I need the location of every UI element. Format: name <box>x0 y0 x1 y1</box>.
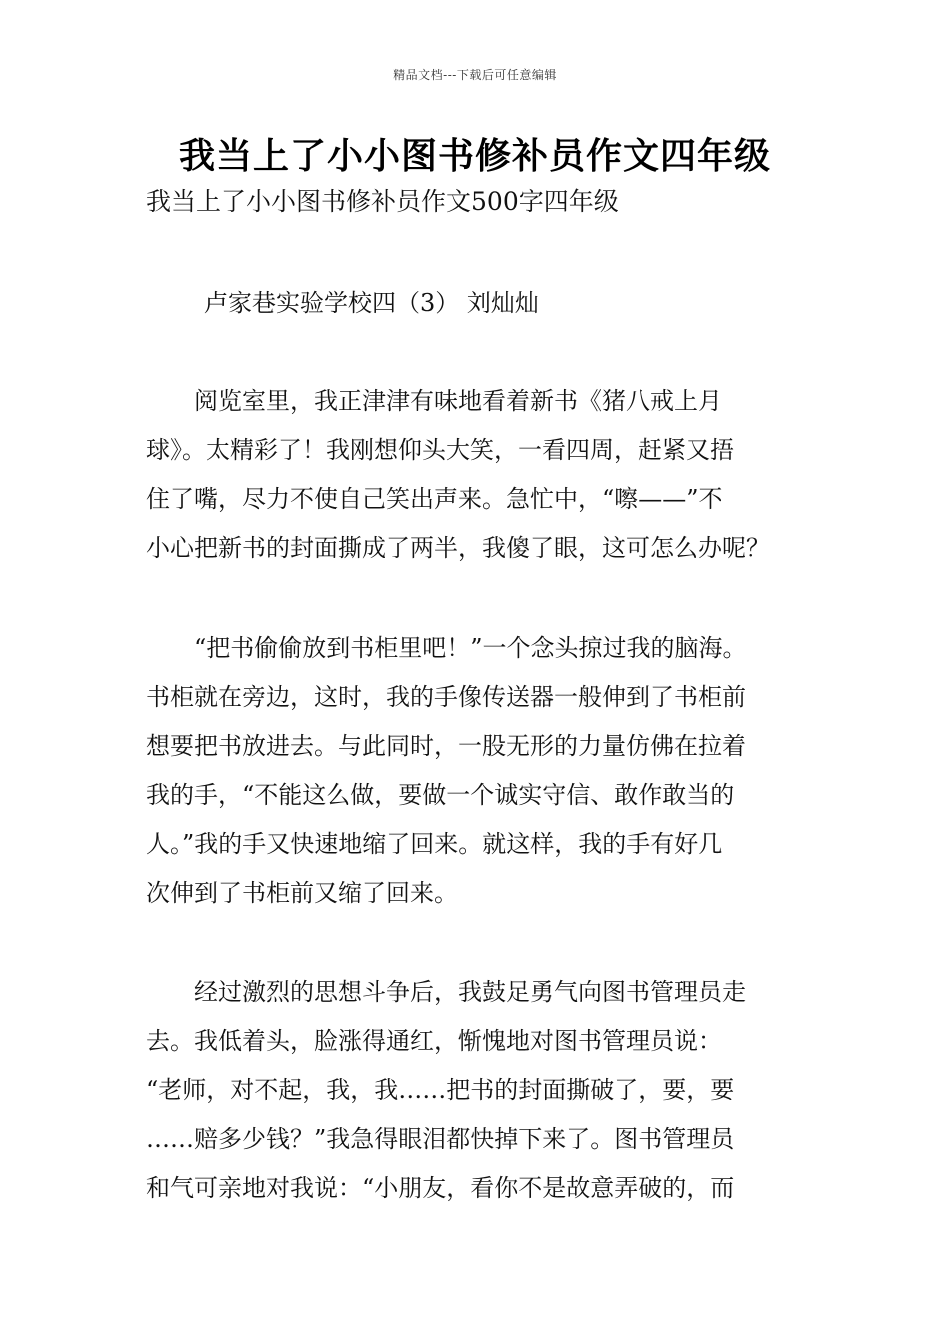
paragraph-line: 书柜就在旁边，这时，我的手像传送器一般伸到了书柜前 <box>146 683 746 711</box>
paragraph-line: 小心把新书的封面撕成了两半，我傻了眼，这可怎么办呢？ <box>146 534 770 562</box>
paragraph-line: 人。”我的手又快速地缩了回来。就这样，我的手有好几 <box>146 830 723 858</box>
paragraph-line: “把书偷偷放到书柜里吧！”一个念头掠过我的脑海。 <box>146 634 747 662</box>
subtitle: 我当上了小小图书修补员作文500字四年级 <box>146 187 619 216</box>
paragraph-line: 去。我低着头，脸涨得通红，惭愧地对图书管理员说： <box>146 1027 722 1055</box>
paragraph-line: 次伸到了书柜前又缩了回来。 <box>146 879 458 907</box>
paragraph-line: 经过激烈的思想斗争后，我鼓足勇气向图书管理员走 <box>146 978 746 1006</box>
paragraph-line: 球》。太精彩了！我刚想仰头大笑，一看四周，赶紧又捂 <box>146 436 734 464</box>
header-note: 精品文档---下载后可任意编辑 <box>393 68 557 82</box>
paragraph-line: 想要把书放进去。与此同时，一股无形的力量仿佛在拉着 <box>146 732 746 760</box>
page-title: 我当上了小小图书修补员作文四年级 <box>178 136 771 177</box>
paragraph-line: “老师，对不起，我，我……把书的封面撕破了，要，要 <box>146 1076 735 1104</box>
paragraph-line: 我的手，“不能这么做，要做一个诚实守信、敢作敢当的 <box>146 781 735 809</box>
paragraph-2 <box>146 624 806 918</box>
author-line: 卢家巷实验学校四（3） 刘灿灿 <box>204 289 539 317</box>
paragraph-line: 住了嘴，尽力不使自己笑出声来。急忙中，“嚓——”不 <box>146 485 723 513</box>
paragraph-line: 和气可亲地对我说：“小朋友，看你不是故意弄破的，而 <box>146 1174 735 1202</box>
paragraph-line: 阅览室里，我正津津有味地看着新书《猪八戒上月 <box>146 387 722 415</box>
paragraph-1 <box>146 377 806 573</box>
paragraph-line: ……赔多少钱？”我急得眼泪都快掉下来了。图书管理员 <box>146 1125 735 1153</box>
paragraph-3 <box>146 968 806 1213</box>
